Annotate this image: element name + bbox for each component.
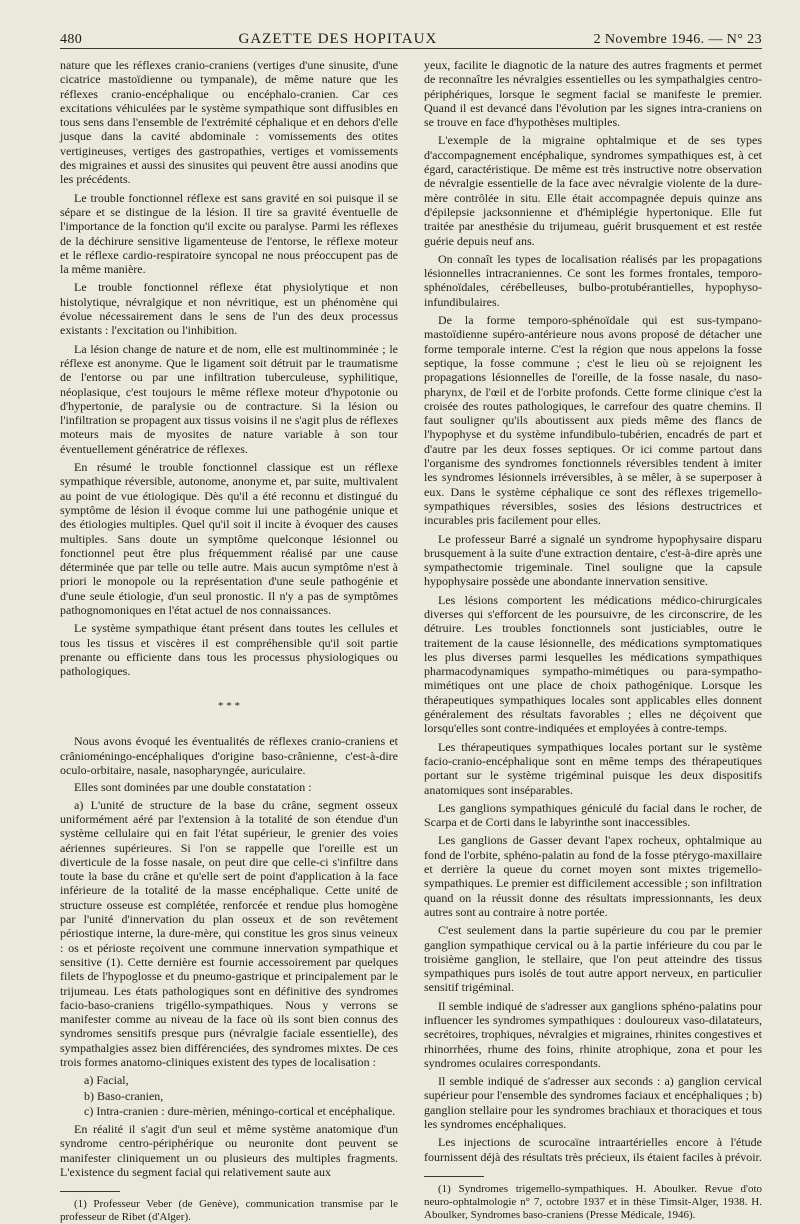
left-column: [60, 58, 398, 1224]
issue-date: 2 Novembre 1946. — N° 23: [593, 32, 762, 47]
section-separator-stars: * * *: [218, 700, 240, 713]
paragraph: De la forme temporo-sphénoïdale qui est sus-tympano-mastoïdienne supéro-antérieure nous avons proposé de détacher une forme temporale interne. C'est la région que nous appelons la fosse septique, la fosse commune ; c'est le lieu où se rejoignent les propagations lésionnelles de l'oreille, de la fosse nasale, du naso-pharynx, de l'œil et de l'orbite profonds. Cette forme clinique c'est la croisée des routes pathologiques, le carrefour des quatre chemins. Il faut souligner qu'ils aboutissent aux pieds même des flancs de l'hypophyse et du système infundibulo-tubérien, encadrés de part et d'autre par les deux fosses septiques. Or ici comme partout dans l'organisme des syndromes fonctionnels réversibles tendent à imiter les syndromes lésionnels irréversibles, à se mêler, à se superposer à eux. Dans le système céphalique ce sont des réflexes trigemello-sympathiques réversibles, sosies des lésions destructrices et incurables pris facilement pour elles.: [424, 313, 762, 528]
footnote-rule: [424, 1176, 484, 1177]
paragraph: Les injections de scurocaïne intraartérielles encore à l'étude fournissent déjà des résultats très précieux, ils étaient faciles à prévoir.: [424, 1135, 762, 1164]
paragraph: Les lésions comportent les médications médico-chirurgicales diverses qui s'efforcent de les poursuivre, de les circonscrire, de les détruire. Les troubles fonctionnels sont justiciables, outre le traitement de la cause lésionnelle, des médications symptomatiques les plus diverses parmi lesquelles les médications sympathiques pharmacodynamiques sympatho-mimétiques ou para-sympatho-mimétiques ont une place de choix pathogénique. Lorsque les thérapeutiques sympathiques locales sont applicables elles donnent généralement des résultats favorables ; elles ne déçoivent que lorsqu'elles sont contre-indiquées et employées à contre-temps.: [424, 592, 762, 736]
paragraph: En réalité il s'agit d'un seul et même système anatomique d'un syndrome centro-périphérique ou neuronite dont peuvent se manifester cliniquement un ou plusieurs des multiples fragments. L'existence du segment facial qui relativement saute aux: [60, 1122, 398, 1180]
paragraph: Les ganglions sympathiques géniculé du facial dans le rocher, de Scarpa et de Corti dans le labyrinthe sont inaccessibles.: [424, 800, 762, 830]
paragraph: C'est seulement dans la partie supérieure du cou par le premier ganglion sympathique cervical ou à la partie inférieure du cou par le troisième ganglion, le stellaire, que l'on peut atteindre des tissus sympathiques purs isolés de tout autre apport nerveux, en particulier sensitif trigéminal.: [424, 923, 762, 995]
paragraph: Le système sympathique étant présent dans toutes les cellules et tous les tissus et viscères il est compréhensible qu'il soit partie prenante ou efficiente dans tous les processus physiologiques ou pathologiques.: [60, 621, 398, 679]
paragraph: L'exemple de la migraine ophtalmique et de ses types d'accompagnement encéphalique, syndromes sympathiques est, à cet égard, caractéristique. De même est très instructive notre observation de névralgie essentielle de la face avec névralgie violente de la dure-mère contrôlée in situ. Elle était accompagnée depuis quinze ans d'épilepsie jacksonnienne et d'hémiplégie hypertonique. Elle fut traitée par anesthésie du trijumeau, guérit brusquement et est restée guérie depuis neuf ans.: [424, 133, 762, 248]
footnote: (1) Professeur Veber (de Genève), communication transmise par le professeur de Ribet (d'Alger).: [60, 1198, 398, 1224]
list-item: b) Baso-cranien,: [84, 1088, 164, 1103]
paragraph: Les thérapeutiques sympathiques locales portant sur le système facio-cranio-encéphalique sont en même temps des thérapeutiques portant sur le système trigéminal puisque les deux dispositifs anatomiques sont inséparables.: [424, 739, 762, 797]
footnote-rule: [60, 1191, 120, 1192]
footnote: (1) Syndromes trigemello-sympathiques. H. Aboulker. Revue d'oto neuro-ophtalmologie n° 7, octobre 1937 et in thèse Timsit-Alger, 1938. H. Aboulker, Syndromes baso-craniens (Presse Médicale, 1946).: [424, 1182, 762, 1221]
list-item: a) Facial,: [84, 1073, 129, 1088]
paragraph: En résumé le trouble fonctionnel classique est un réflexe sympathique réversible, autonome, anonyme et, par suite, multivalent au point de vue étiologique. Dès qu'il a été reconnu et distingué du symptôme de lésion il évoque comme lui une pathogénie unique et des étiologies multiples. Quel qu'il soit il incite à évoquer des causes multiples. Sans doute un symptôme quelconque lésionnel ou fonctionnel peut être plus fréquemment réalisé par une cause déterminée que par telle ou telle autre. Mais aucun symptôme n'est à priori le monopole ou la représentation d'une seule pathogénie et d'une seule étiologie, d'un seul pronostic. Il n'y a pas de symptômes pathognomoniques en l'état actuel de nos connaissances.: [60, 460, 398, 617]
paragraph: Le professeur Barré a signalé un syndrome hypophysaire disparu brusquement à la suite d'une extraction dentaire, c'est-à-dire après une sympathectomie trigeminale. Tinel souligne que la capsule hypophysaire possède une abondante innervation sensitive.: [424, 531, 762, 589]
paragraph: La lésion change de nature et de nom, elle est multinomminée ; le réflexe est anonyme. Que le ligament soit détruit par le traumatisme de l'entorse ou par une infiltration tuberculeuse, syphilitique, néoplasique, c'est toujours le même réflexe moteur d'hypotonie ou d'hypertonie, de paralysie ou de contracture. Si la lésion ou l'infiltration se propagent aux tissus voisins il ne s'agit plus de réflexes moteurs mais de myosites de nature variable à son tour éventuellement génératrice de réflexes.: [60, 341, 398, 456]
journal-title: GAZETTE DES HOPITAUX: [238, 31, 438, 47]
paragraph: yeux, facilite le diagnotic de la nature des autres fragments et permet de reconnaître les névralgies essentielles ou les sympathalgies centro-périphériques, lorsque le segment facial se manifeste le premier. Quand il est devancé dans l'évolution par les signes intra-craniens on se trouve en face d'hypothèses multiples.: [424, 58, 762, 130]
page-header: [60, 26, 762, 49]
paragraph: nature que les réflexes cranio-craniens (vertiges d'une sinusite, d'une cicatrice mastoïdienne ou tympanale), de même nature que les réflexes cranio-encéphalique ou encéphalo-cranien. Car ces excitations véhiculées par le système sympathique sont diffusibles en tous sens dans l'ensemble de l'extrémité céphalique et en dehors d'elle jusque dans la cavité abdominale : vomissements des otites vertigineuses, vertiges des gastropathies, vertiges et vomissements des migraines et aussi des sinusites qui peuvent être aussi anodins que les précédents.: [60, 58, 398, 187]
paragraph: Le trouble fonctionnel réflexe état physiolytique et non histolytique, névralgique et non névritique, est un phénomène qui évolue nécessairement dans le sens de l'un des deux processus existants : l'excitation ou l'inhibition.: [60, 280, 398, 338]
paragraph: Les ganglions de Gasser devant l'apex rocheux, ophtalmique au fond de l'orbite, sphéno-palatin au fond de la fosse ptérygo-maxillaire et derrière la queue du cornet moyen sont mixtes trigemello-sympathiques. Le premier est difficilement accessible ; son infiltration quand on la réussit donne des résultats impressionnants, les deux autres sont au contraire à notre portée.: [424, 833, 763, 919]
right-column: [424, 58, 762, 1222]
paragraph: a) L'unité de structure de la base du crâne, segment osseux uniformément aéré par l'extension à la totalité de son étendue d'un système cellulaire qui en fait l'état supérieur, le grenier des voies aériennes supérieures. Si l'on se rappelle que l'oreille est un diverticule de la fosse nasale, on peut dire que celle-ci s'infiltre dans toute la base du crâne et qu'elle sert de point d'application à la face inférieure de la totalité de la masse encéphalique. Cette unité de structure osseuse est complétée, renforcée et rendue plus homogène par l'unité d'innervation du plan osseux et de son revêtement périostique interne, la dure-mère, qui constitue les gros sinus veineux : os et périoste reçoivent une commune innervation sympathique et sensitive (1). Cette dernière est fournie accessoirement par quelques filets de l'hypoglosse et du pneumo-gastrique et principalement par le trijumeau. Les états pathologiques sont en définitive des syndromes facio-baso-craniens trigéllo-sympathiques. Nous y verrons se manifester comme au niveau de la face où ils sont bien connus des syndromes sensitifs presque purs (névralgie faciale essentielle), des sympathalgies assez bien différenciées, des syndromes mixtes. De ces trois formes anatomo-cliniques existent des types de localisation :: [60, 797, 398, 1069]
list-item: c) Intra-cranien : dure-mèrien, méningo-cortical et encéphalique.: [84, 1103, 396, 1118]
paragraph: Elles sont dominées par une double constatation :: [74, 780, 312, 795]
paragraph: Il semble indiqué de s'adresser aux ganglions sphéno-palatins pour influencer les syndromes sympathiques : douloureux vaso-dilatateurs, secrétoires, trophiques, névralgies et migraines, rhinites congestives et rhinorrhées, rhume des foins, rhinite atrophique, zona et pour les syndromes oculaires correspondants.: [424, 998, 762, 1070]
paragraph: Nous avons évoqué les éventualités de réflexes cranio-craniens et crânioméningo-encéphaliques d'origine baso-crânienne, c'est-à-dire oculo-orbitaire, nasale, nasopharyngée, auriculaire.: [60, 734, 398, 778]
paragraph: On connaît les types de localisation réalisés par les propagations lésionnelles intracraniennes. Ce sont les formes frontales, temporo-sphénoïdales, cérébelleuses, bulbo-protubérantielles, hypophyso-infundibulaires.: [424, 251, 762, 309]
page-number: 480: [60, 32, 83, 47]
paragraph: Le trouble fonctionnel réflexe est sans gravité en soi puisque il se sépare et se distingue de la lésion. Il tire sa gravité éventuelle de l'importance de la fonction qu'il excite ou paralyse. Parmi les réflexes de la déchirure sensitive ligamenteuse de l'entorse, le réflexe moteur et le réflexe cardio-respiratoire syncopal ne nous préoccupent pas de la même manière.: [60, 190, 398, 277]
paragraph: Il semble indiqué de s'adresser aux seconds : a) ganglion cervical supérieur pour l'ensemble des syndromes faciaux et encéphaliques ; b) ganglion stellaire pour les syndromes brachiaux et thoraciques et tous les syndromes encéphaliques.: [424, 1074, 762, 1132]
